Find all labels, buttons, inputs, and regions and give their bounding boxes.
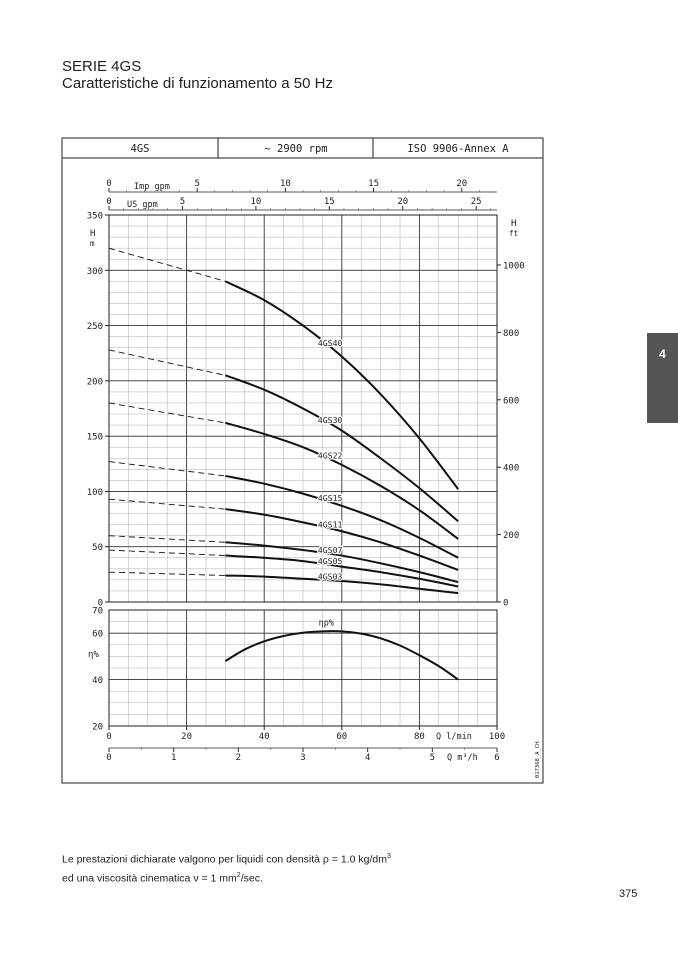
us-gpm-tick-label: 5 — [179, 197, 186, 207]
efficiency-tick-label: 20 — [92, 722, 103, 733]
y-tick-label: 300 — [86, 266, 103, 277]
imp-gpm-tick-label: 20 — [456, 179, 468, 189]
curve-label: 4GS30 — [317, 414, 343, 425]
m3h-tick-label: 4 — [364, 753, 371, 763]
header-cell: ISO 9906-Annex A — [407, 143, 509, 155]
curve-label: 4GS15 — [317, 493, 343, 504]
efficiency-axis-label: η% — [88, 650, 99, 660]
y-right-tick-label: 600 — [503, 396, 520, 407]
imp-gpm-tick-label: 15 — [368, 179, 380, 189]
footnote — [62, 849, 391, 886]
imp-gpm-tick-label: 0 — [106, 179, 112, 189]
y-right-tick-label: 0 — [503, 598, 509, 609]
y-tick-label: 100 — [86, 487, 103, 498]
y-axis-unit: m — [90, 239, 95, 248]
y-right-tick-label: 800 — [503, 328, 520, 339]
y-tick-label: 50 — [92, 543, 103, 554]
x-tick-label: 20 — [181, 732, 193, 742]
x-tick-label: 0 — [106, 732, 112, 742]
m3h-tick-label: 3 — [300, 753, 306, 763]
footnote-line-2: ed una viscosità cinematica ν = 1 $mm^2/\sec$. — [62, 871, 263, 884]
efficiency-tick-label: 70 — [92, 606, 103, 617]
curve-label: 4GS03 — [317, 571, 343, 582]
us-gpm-tick-label: 20 — [397, 197, 409, 207]
curve-label: 4GS22 — [317, 450, 343, 461]
x-tick-label-last: 100 — [488, 732, 506, 742]
y-right-tick-label: 1000 — [503, 261, 525, 272]
us-gpm-tick-label: 0 — [106, 197, 112, 207]
efficiency-tick-label: 60 — [92, 629, 103, 640]
m3h-tick-label: 0 — [106, 753, 112, 763]
chart-subtitle: Caratteristiche di funzionamento a 50 Hz — [62, 75, 333, 92]
m3h-tick-label-last: 6 — [494, 753, 500, 763]
y-tick-label: 250 — [86, 322, 103, 333]
us-gpm-tick-label: 25 — [470, 197, 482, 207]
chapter-tab[interactable]: 4 — [647, 333, 678, 423]
imp-gpm-tick-label: 10 — [279, 179, 291, 189]
curve-label: 4GS11 — [317, 519, 343, 530]
y-tick-label: 0 — [97, 598, 103, 609]
y-right-tick-label: 400 — [503, 463, 520, 474]
m3h-tick-label: 1 — [170, 753, 177, 763]
footnote-line-1: Le prestazioni dichiarate valgono per liquidi con densità ρ = 1.0 $kg/dm^3$ — [62, 853, 391, 866]
y-tick-label: 200 — [86, 377, 103, 388]
y-right-axis-label: H — [511, 219, 517, 229]
us-gpm-tick-label: 15 — [323, 197, 335, 207]
imp-gpm-tick-label: 5 — [194, 179, 200, 189]
y-tick-label: 350 — [86, 211, 103, 222]
efficiency-tick-label: 40 — [92, 676, 103, 687]
page-number: 375 — [619, 888, 638, 900]
drawing-code: 017368_A_CH — [535, 741, 541, 778]
m3h-tick-label: 2 — [235, 753, 242, 763]
efficiency-curve-label: ηp% — [318, 618, 334, 629]
y-axis-label: H — [90, 229, 96, 239]
x-axis-label: Q l/min — [436, 732, 472, 742]
curve-label: 4GS07 — [317, 544, 343, 555]
m3h-tick-label: 5 — [429, 753, 436, 763]
x-tick-label: 80 — [413, 732, 425, 742]
header-cell: ~ 2900 rpm — [264, 143, 328, 155]
y-tick-label: 150 — [86, 432, 103, 443]
x-tick-label: 40 — [258, 732, 270, 742]
x-tick-label: 60 — [336, 732, 348, 742]
us-gpm-tick-label: 10 — [250, 197, 262, 207]
m3h-axis-label: Q m³/h — [447, 753, 478, 763]
header-cell: 4GS — [130, 143, 150, 155]
chart-frame — [62, 138, 543, 783]
imp-gpm-axis-label: Imp gpm — [134, 182, 170, 192]
series-title: SERIE 4GS — [62, 58, 142, 75]
curve-label: 4GS05 — [317, 555, 343, 566]
y-right-axis-unit: ft — [509, 229, 519, 238]
us-gpm-axis-label: US gpm — [127, 200, 158, 210]
curve-label: 4GS40 — [317, 338, 343, 349]
y-right-tick-label: 200 — [503, 531, 520, 542]
